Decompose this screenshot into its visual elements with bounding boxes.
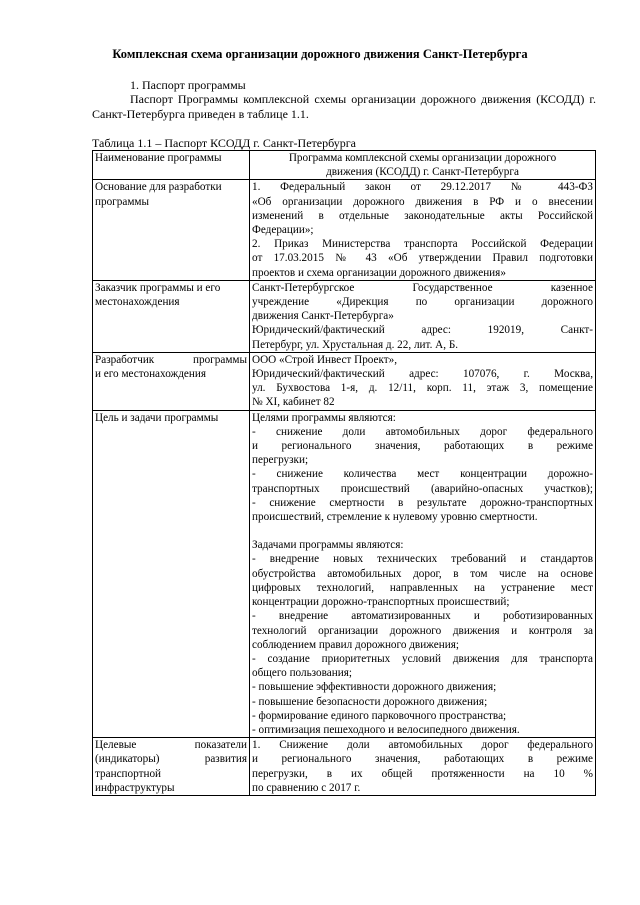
value-line: транспортных происшествий (аварийно-опасных участков); (252, 482, 593, 495)
value-line: и регионального значения, работающих в режиме (252, 753, 593, 766)
value-line: - повышение безопасности дорожного движения; (252, 695, 488, 708)
value-line: «Об организации дорожного движения в РФ и о внесении (252, 195, 593, 208)
goals-label-cell (93, 410, 250, 737)
value-line: проектов и схема организации дорожного движения» (252, 266, 506, 279)
value-line: - снижение смертности в результате дорожно-транспортных (252, 496, 593, 509)
value-line: изменений в отдельные законодательные акты Российской (252, 209, 593, 222)
value-line: - создание приоритетных условий движения для транспорта (252, 652, 593, 665)
value-line: - снижение количества мест концентрации дорожно- (252, 468, 593, 481)
table-row-goals (93, 410, 596, 737)
table-header-row (93, 151, 596, 180)
customer-value-cell (250, 280, 596, 352)
developer-label-cell (93, 352, 250, 410)
section-heading: 1. Паспорт программы (130, 78, 246, 92)
goals-value-cell (250, 410, 596, 737)
label-line: инфраструктуры (95, 781, 175, 794)
intro-line-2: (КСОДД) г. Санкт-Петербурга приведен в таблице 1.1. (92, 92, 596, 121)
document-title: Комплексная схема организации дорожного движения Санкт-Петербурга (112, 47, 528, 61)
customer-label-cell (93, 280, 250, 352)
basis-value-cell (250, 180, 596, 280)
label-line: и его местонахождения (95, 368, 207, 381)
spacer (252, 524, 593, 538)
label-line: Цель и задачи программы (95, 411, 219, 424)
indicators-label-cell (93, 738, 250, 796)
value-line: Федерации»; (252, 224, 314, 237)
value-line: обустройства автомобильных дорог, в том числе на основе (252, 567, 593, 580)
value-line: Юридический/фактический адрес: 192019, Санкт- (252, 324, 593, 337)
intro-paragraph (92, 92, 596, 122)
value-line: 1. Снижение доли автомобильных дорог федерального (252, 739, 593, 752)
value-line: 1. Федеральный закон от 29.12.2017 № 443-ФЗ (252, 181, 593, 194)
value-line: - снижение доли автомобильных дорог федерального (252, 425, 593, 438)
intro-line-1: Паспорт Программы комплексной схемы организации дорожного движения (130, 92, 532, 106)
label-line: Основание для разработки (95, 181, 222, 194)
value-line: Юридический/фактический адрес: 107076, г. Москва, (252, 368, 593, 381)
label-line: транспортной (95, 767, 162, 780)
label-line: местонахождения (95, 296, 180, 309)
value-line: 2. Приказ Министерства транспорта Российской Федерации (252, 238, 593, 251)
value-line: ул. Бухвостова 1-я, д. 12/11, корп. 11, этаж 3, помещение (252, 382, 593, 395)
passport-table (92, 150, 596, 796)
table-row-basis (93, 180, 596, 280)
value-line: учреждение «Дирекция по организации дорожного (252, 296, 593, 309)
label-line: Заказчик программы и его (95, 281, 221, 294)
tasks-heading: Задачами программы являются: (252, 539, 404, 552)
value-line: перегрузки, в их общей протяженности на 10 % (252, 767, 593, 780)
header-value-cell (250, 151, 596, 180)
value-line: общего пользования; (252, 667, 352, 680)
value-line: соблюдением правил дорожного движения; (252, 638, 459, 651)
value-line: Петербург, ул. Хрустальная д. 22, лит. А, Б. (252, 338, 459, 351)
table-row-customer (93, 280, 596, 352)
header-value-line: Программа комплексной схемы организации дорожного (288, 152, 557, 164)
goals-heading: Целями программы являются: (252, 411, 396, 424)
header-value-line: движения (КСОДД) г. Санкт-Петербурга (326, 166, 519, 179)
value-line: происшествий, стремление к нулевому уровню смертности. (252, 511, 538, 524)
value-line: движения Санкт-Петербурга» (252, 310, 394, 323)
indicators-value-cell (250, 738, 596, 796)
table-row-developer (93, 352, 596, 410)
value-line: перегрузки; (252, 454, 309, 467)
value-line: от 17.03.2015 № 43 «Об утверждении Правил подготовки (252, 252, 593, 265)
label-line: программы (95, 195, 149, 208)
value-line: - формирование единого парковочного пространства; (252, 709, 507, 722)
value-line: технологий организации дорожного движения и контроля за (252, 624, 593, 637)
value-line: - внедрение новых технических требований и стандартов (252, 553, 593, 566)
value-line: ООО «Строй Инвест Проект», (252, 353, 398, 366)
label-line: Разработчик программы (95, 353, 247, 366)
table-row-indicators (93, 738, 596, 796)
label-line: Целевые показатели (95, 739, 247, 752)
value-line: - оптимизация пешеходного и велосипедного движения. (252, 723, 520, 736)
label-line: (индикаторы) развития (95, 753, 247, 766)
value-line: цифровых технологий, направленных на устранение мест (252, 581, 593, 594)
value-line: № XI, кабинет 82 (252, 396, 335, 409)
basis-label-cell (93, 180, 250, 280)
value-line: и регионального значения, работающих в режиме (252, 440, 593, 453)
value-line: - повышение эффективности дорожного движения; (252, 681, 497, 694)
value-line: Санкт-Петербургское Государственное казенное (252, 281, 593, 294)
value-line: по сравнению с 2017 г. (252, 781, 361, 794)
table-caption: Таблица 1.1 – Паспорт КСОДД г. Санкт-Петербурга (92, 136, 356, 150)
value-line: концентрации дорожно-транспортных происшествий; (252, 596, 510, 609)
value-line: - внедрение автоматизированных и роботизированных (252, 610, 593, 623)
header-label-cell: Наименование программы (93, 151, 250, 180)
developer-value-cell (250, 352, 596, 410)
